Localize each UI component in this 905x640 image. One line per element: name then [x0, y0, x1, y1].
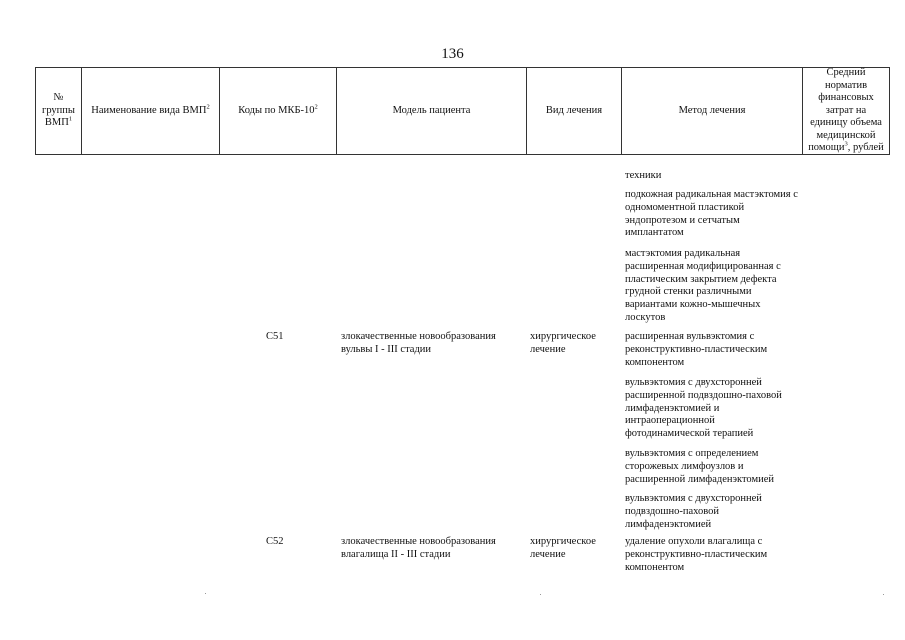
scan-speck	[205, 593, 206, 594]
header-group-no	[35, 67, 81, 155]
header-patient-model	[336, 67, 526, 155]
method-text: подкожная радикальная мастэктомия с одномоментной пластикой эндопротезом и сетчатым имплантатом	[625, 189, 798, 239]
header-cost	[802, 67, 890, 155]
method-text: расширенная вульвэктомия с реконструктивно-пластическим компонентом	[625, 331, 768, 368]
header-vmp-name-sup: 2	[206, 103, 210, 111]
method-text: вульвэктомия с двухсторонней расширенной подвздошно-паховой лимфаденэктомией и интраоперационной фотодинамической терапией	[625, 377, 782, 440]
header-mkb-codes-label: Коды по МКБ-10	[238, 104, 315, 116]
header-vmp-name	[81, 67, 219, 155]
treatment-type-text: хирургическое лечение	[530, 331, 596, 355]
header-treatment-method-label: Метод лечения	[678, 104, 746, 116]
header-mkb-codes-sup: 2	[314, 103, 318, 111]
method-text: мастэктомия радикальная расширенная модифицированная с пластическим закрытием дефекта грудной стенки различными вариантами кожно-мышечных лоскутов	[625, 248, 781, 323]
mkb-code: C51	[266, 331, 284, 342]
method-text: вульвэктомия с двухсторонней подвздошно-паховой лимфаденэктомией	[625, 493, 762, 530]
patient-model-text: злокачественные новообразования влагалища II - III стадии	[341, 536, 496, 560]
header-treatment-type-label: Вид лечения	[545, 104, 603, 116]
page-number: 136	[441, 46, 464, 62]
mkb-code: C52	[266, 536, 284, 547]
header-mkb-codes	[219, 67, 336, 155]
header-group-no-sup: 1	[68, 115, 73, 123]
method-text: техники	[625, 170, 662, 181]
header-cost-sup: 3	[844, 140, 848, 148]
treatment-type-text: хирургическое лечение	[530, 536, 596, 560]
scan-speck	[540, 594, 541, 595]
header-cost-label: Средний норматив финансовых затрат на единицу объема медицинской помощи	[808, 67, 882, 154]
method-text: вульвэктомия с определением сторожевых лимфоузлов и расширенной лимфаденэктомией	[625, 448, 775, 485]
method-text: удаление опухоли влагалища с реконструктивно-пластическим компонентом	[625, 536, 768, 573]
header-treatment-method	[621, 67, 802, 155]
header-treatment-type	[526, 67, 621, 155]
header-cost-tail: , рублей	[847, 142, 884, 154]
header-group-no-label: № группы ВМП	[42, 92, 75, 129]
scan-speck	[883, 594, 884, 595]
patient-model-text: злокачественные новообразования вульвы I - III стадии	[341, 331, 496, 355]
header-patient-model-label: Модель пациента	[392, 104, 471, 116]
header-vmp-name-label: Наименование вида ВМП	[91, 104, 207, 116]
